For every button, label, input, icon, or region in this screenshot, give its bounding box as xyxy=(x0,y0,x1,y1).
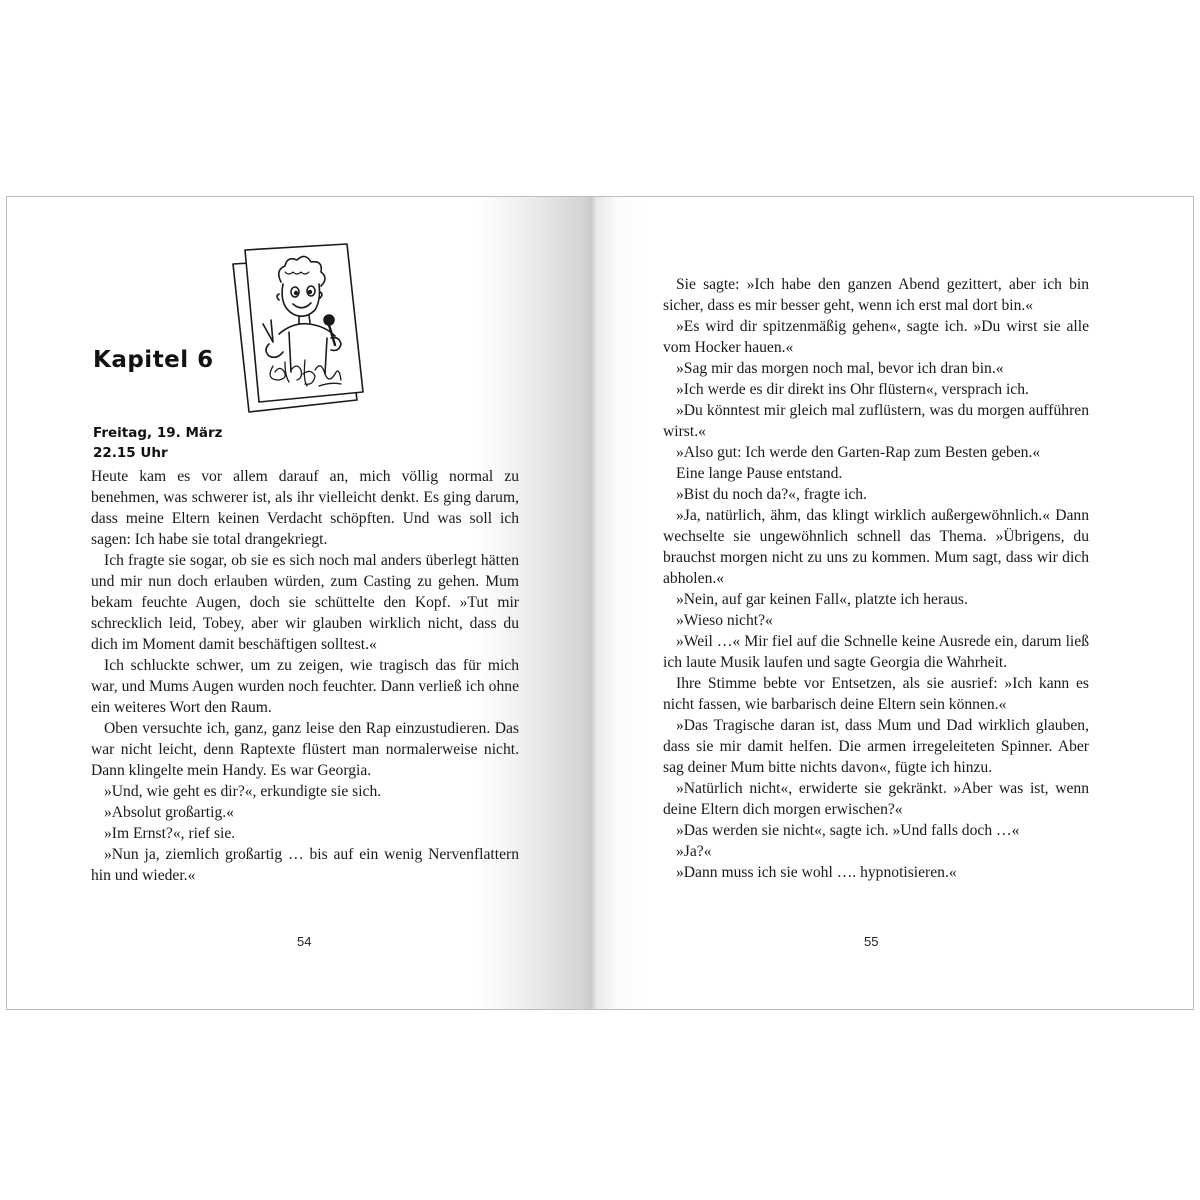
paragraph: »Absolut großartig.« xyxy=(104,804,234,821)
entry-time: 22.15 Uhr xyxy=(93,445,168,461)
book-spread xyxy=(6,196,1194,1010)
signed-photo-illustration xyxy=(219,242,369,414)
paragraph: »Bist du noch da?«, fragte ich. xyxy=(676,486,867,503)
paragraph: »Wieso nicht?« xyxy=(676,612,773,629)
page-number-left: 54 xyxy=(297,934,312,949)
paragraph: »Also gut: Ich werde den Garten-Rap zum Besten geben.« xyxy=(676,444,1041,461)
paragraph: »Sag mir das morgen noch mal, bevor ich dran bin.« xyxy=(676,360,1004,377)
paragraph: »Und, wie geht es dir?«, erkundigte sie sich. xyxy=(104,783,382,800)
paragraph: »Weil …« Mir fiel auf die Schnelle keine Ausrede ein, darum ließ ich laute Musik laufen und sagte Georgia die Wahrheit. xyxy=(663,633,1089,671)
right-page-text xyxy=(663,274,1089,883)
paragraph: Ihre Stimme bebte vor Entsetzen, als sie ausrief: »Ich kann es nicht fassen, wie barbarisch deine Eltern sein können.« xyxy=(663,675,1089,713)
chapter-title: Kapitel 6 xyxy=(93,347,214,373)
paragraph: Sie sagte: »Ich habe den ganzen Abend gezittert, aber ich bin sicher, dass es mir besser geht, wenn ich erst mal dort bin.« xyxy=(663,276,1089,314)
left-page xyxy=(7,197,591,1009)
paragraph: »Ja, natürlich, ähm, das klingt wirklich außergewöhnlich.« Dann wechselte sie ungewöhnlich schnell das Thema. »Übrigens, du brauchst morgen nicht zu uns zu kommen. Mum sagt, dass wir dich abholen.« xyxy=(663,507,1089,587)
paragraph: »Dann muss ich sie wohl …. hypnotisieren.« xyxy=(676,864,957,881)
paragraph: »Es wird dir spitzenmäßig gehen«, sagte ich. »Du wirst sie alle vom Hocker hauen.« xyxy=(663,318,1089,356)
paragraph: Oben versuchte ich, ganz, ganz leise den Rap einzustudieren. Das war nicht leicht, denn Raptexte flüstert man normalerweise nicht. Dann klingelte mein Handy. Es war Georgia. xyxy=(91,720,519,779)
entry-date: Freitag, 19. März xyxy=(93,425,223,441)
paragraph: »Ich werde es dir direkt ins Ohr flüstern«, versprach ich. xyxy=(676,381,1029,398)
paragraph: Heute kam es vor allem darauf an, mich völlig normal zu benehmen, was schwerer ist, als ihr vielleicht denkt. Es ging darum, dass meine Eltern keinen Verdacht schöpften. Und was soll ich sagen: Ich habe sie total drangekriegt. xyxy=(91,468,519,548)
paragraph: »Im Ernst?«, rief sie. xyxy=(104,825,236,842)
paragraph: »Nein, auf gar keinen Fall«, platzte ich heraus. xyxy=(676,591,968,608)
paragraph: »Nun ja, ziemlich großartig … bis auf ein wenig Nervenflattern hin und wieder.« xyxy=(91,846,519,884)
paragraph: Ich schluckte schwer, um zu zeigen, wie tragisch das für mich war, und Mums Augen wurden noch feuchter. Dann verließ ich ohne ein weiteres Wort den Raum. xyxy=(91,657,519,716)
paragraph: »Natürlich nicht«, erwiderte sie gekränkt. »Aber was ist, wenn deine Eltern dich morgen erwischen?« xyxy=(663,780,1089,818)
paragraph: Eine lange Pause entstand. xyxy=(676,465,843,482)
left-page-text xyxy=(91,466,519,886)
paragraph: »Du könntest mir gleich mal zuflüstern, was du morgen aufführen wirst.« xyxy=(663,402,1089,440)
paragraph: »Das Tragische daran ist, dass Mum und Dad wirklich glauben, dass sie mir damit helfen. Die armen irregeleiteten Spinner. Aber sag deiner Mum bitte nichts davon«, fügte ich hinzu. xyxy=(663,717,1089,776)
paragraph: Ich fragte sie sogar, ob sie es sich noch mal anders überlegt hätten und mir nun doch erlauben würden, zum Casting zu gehen. Mum bekam feuchte Augen, doch sie schüttelte den Kopf. »Tut mir schrecklich leid, Tobey, aber wir glauben wirklich nicht, dass du dich im Moment damit beschäftigen solltest.« xyxy=(91,552,519,653)
paragraph: »Ja?« xyxy=(676,843,712,860)
right-page xyxy=(591,197,1193,1009)
paragraph: »Das werden sie nicht«, sagte ich. »Und falls doch …« xyxy=(676,822,1020,839)
page-number-right: 55 xyxy=(864,934,879,949)
